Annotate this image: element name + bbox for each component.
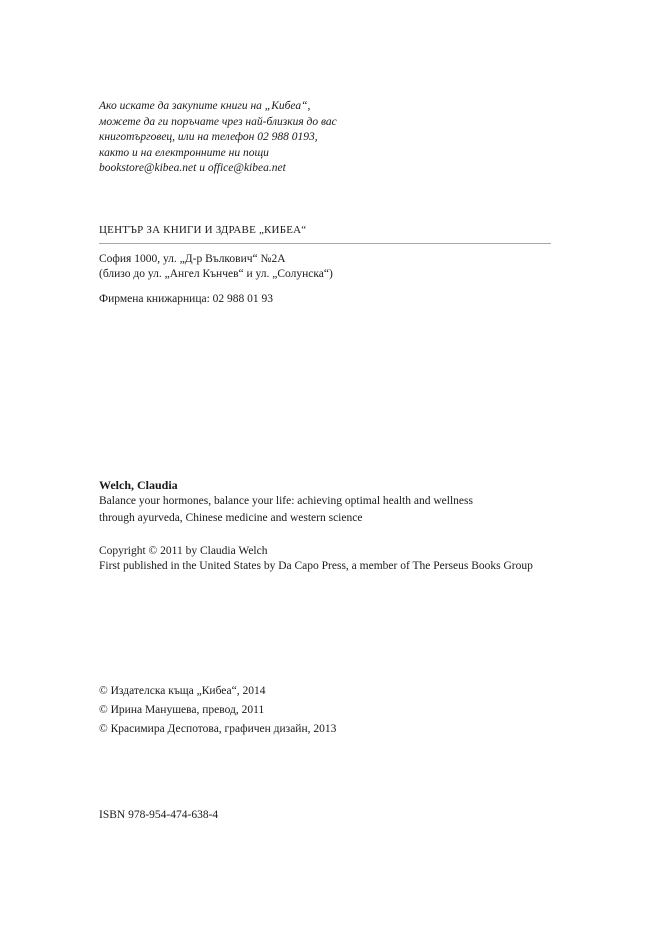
copyright-info <box>99 544 533 574</box>
publisher-address <box>99 252 333 282</box>
book-info <box>99 477 473 526</box>
ordering-emails: bookstore@kibea.net и office@kibea.net <box>99 162 286 174</box>
credit-publisher: © Издателска къща „Кибеа“, 2014 <box>99 685 266 697</box>
credit-designer: © Красимира Деспотова, графичен дизайн, 2013 <box>99 723 337 735</box>
bookstore-phone-text: Фирмена книжарница: 02 988 01 93 <box>99 293 274 305</box>
author-name: Welch, Claudia <box>99 478 178 492</box>
ordering-line-2: можете да ги поръчате чрез най-близкия до вас <box>99 115 337 128</box>
first-published-line: First published in the United States by Da Capo Press, a member of The Perseus Books Group <box>99 560 533 572</box>
ordering-line-1: Ако искате да закупите книги на „Кибеа“, <box>99 100 311 112</box>
bookstore-phone <box>99 292 273 307</box>
copyright-line: Copyright © 2011 by Claudia Welch <box>99 545 268 557</box>
divider-line <box>99 243 551 244</box>
credit-translator: © Ирина Манушева, превод, 2011 <box>99 704 265 716</box>
book-title-line-2: through ayurveda, Chinese medicine and western science <box>99 512 363 524</box>
isbn-text: ISBN 978-954-474-638-4 <box>99 809 219 821</box>
ordering-line-3: книготърговец, или на телефон 02 988 0193, <box>99 131 318 143</box>
credits <box>99 684 336 737</box>
isbn <box>99 808 218 823</box>
address-line-1: София 1000, ул. „Д-р Вълкович“ №2А <box>99 253 286 265</box>
address-line-2: (близо до ул. „Ангел Кънчев“ и ул. „Солунска“) <box>99 268 333 280</box>
ordering-info <box>99 99 337 177</box>
publisher-name <box>99 223 306 238</box>
book-title-line-1: Balance your hormones, balance your life: achieving optimal health and wellness <box>99 495 473 507</box>
ordering-line-4: както и на електронните ни пощи <box>99 146 269 159</box>
publisher-name-text: ЦЕНТЪР ЗА КНИГИ И ЗДРАВЕ „КИБЕА“ <box>99 224 307 236</box>
